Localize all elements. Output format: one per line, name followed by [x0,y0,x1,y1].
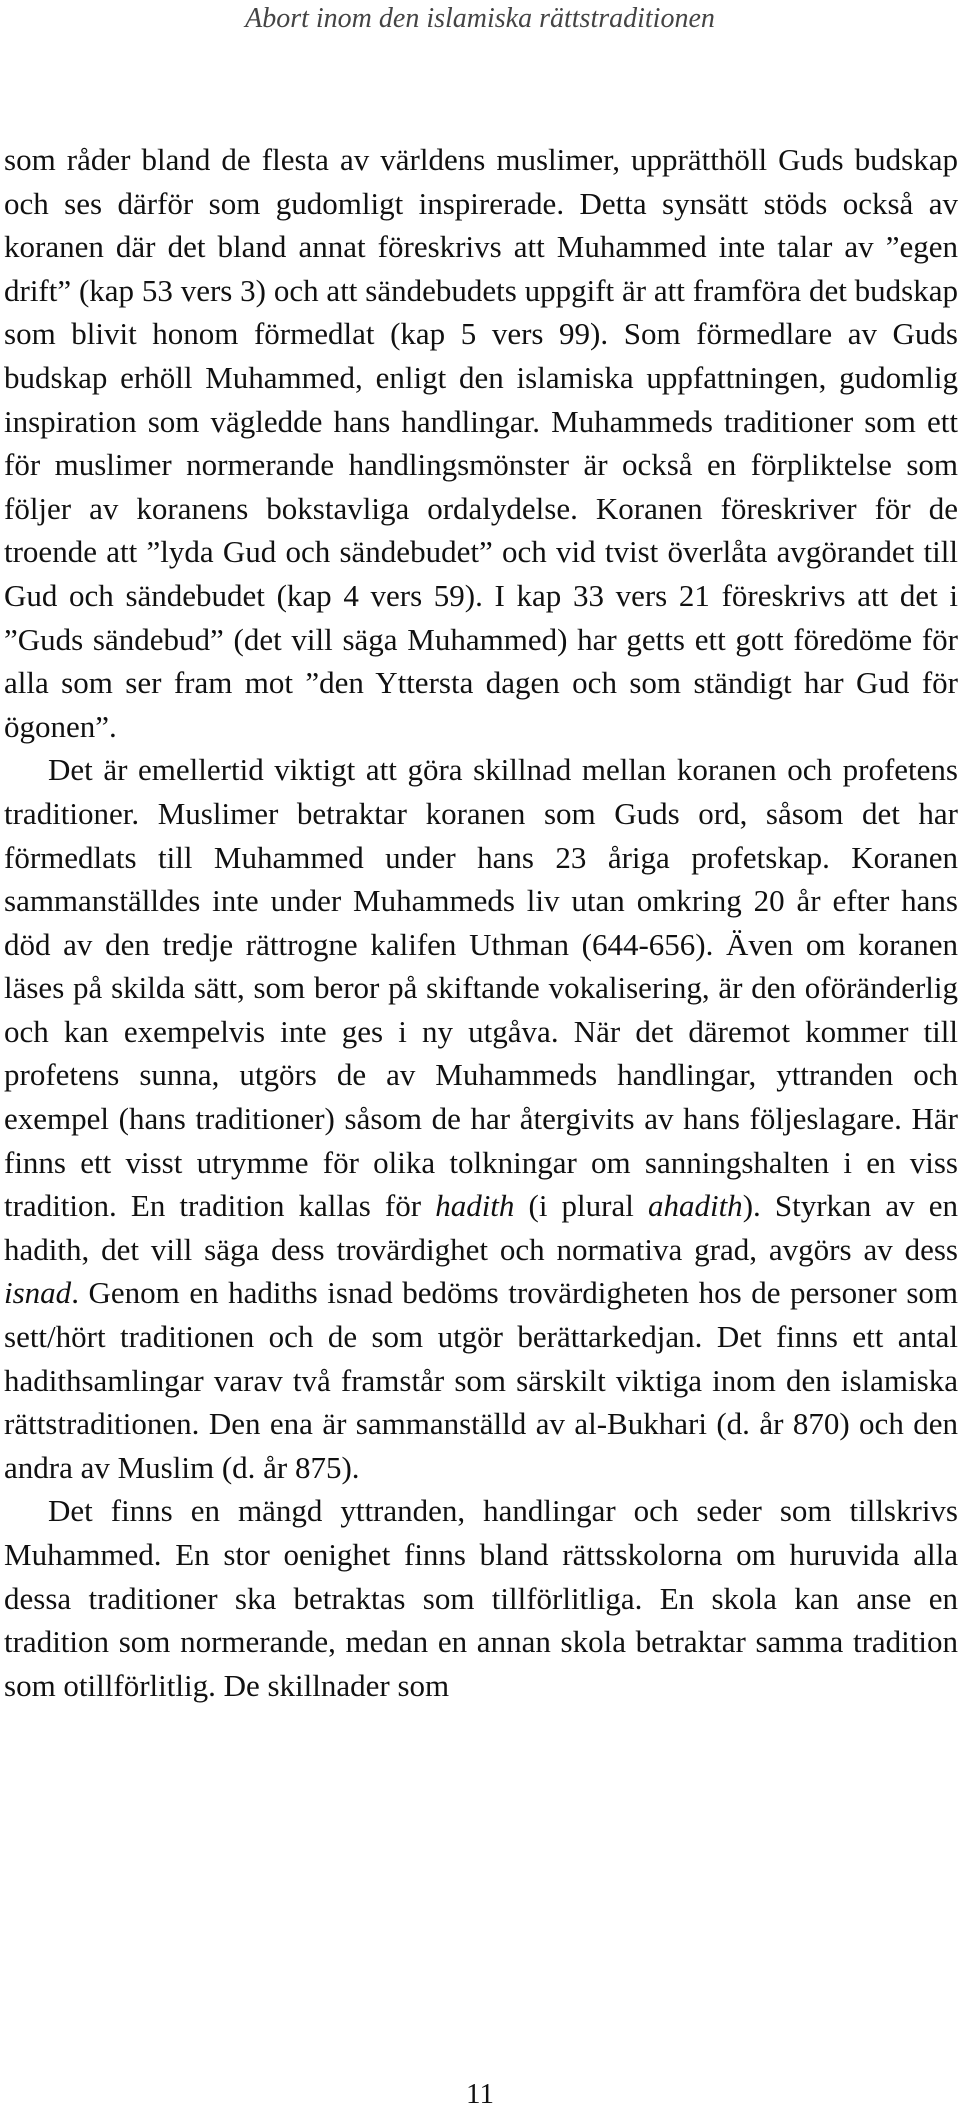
paragraph [4,138,958,748]
italic-term: ahadith [647,1188,743,1224]
text-run: Det finns en mängd yttranden, handlingar och seder som tillskrivs Muhammed. En stor oenighet finns bland rättsskolorna om huruvida alla dessa traditioner ska betraktas som tillförlitliga. En skola kan anse en tradition som normerande, medan en annan skola betraktar samma tradition som otillförlitlig. De skillnader som [4,1493,958,1703]
text-run: ). Styrkan av en hadith, det vill säga dess trovärdighet och normativa grad, avgörs av dess [4,1188,958,1267]
text-run: som råder bland de flesta av världens muslimer, upprätthöll Guds budskap och ses därför som gudomligt inspirerade. Detta synsätt stöds också av koranen där det bland annat föreskrivs att Muhammed inte talar av ”egen drift” (kap 53 vers 3) och att sändebudets uppgift är att framföra det budskap som blivit honom förmedlat (kap 5 vers 99). Som förmedlare av Guds budskap erhöll Muhammed, enligt den islamiska uppfattningen, gudomlig inspiration som vägledde hans handlingar. Muhammeds traditioner som ett för muslimer normerande handlingsmönster är också en förpliktelse som följer av koranens bokstavliga ordalydelse. Koranen föreskriver för de troende att ”lyda Gud och sändebudet” och vid tvist överlåta avgörandet till Gud och sändebudet (kap 4 vers 59). I kap 33 vers 21 föreskrivs att det i ”Guds sändebud” (det vill säga Muhammed) har getts ett gott föredöme för alla som ser fram mot ”den Yttersta dagen och som ständigt har Gud för ögonen”. [4,142,958,744]
italic-term: isnad [4,1275,72,1311]
text-run: (i plural [514,1188,648,1224]
page-number: 11 [466,2078,494,2110]
paragraph [4,748,958,1489]
italic-term: hadith [435,1188,515,1224]
running-head: Abort inom den islamiska rättstraditionen [245,3,715,34]
text-run: . Genom en hadiths isnad bedöms trovärdigheten hos de personer som sett/hört traditionen och de som utgör berättarkedjan. Det finns ett antal hadithsamlingar varav två framstår som särskilt viktiga inom den islamiska rättstraditionen. Den ena är sammanställd av al-Bukhari (d. år 870) och den andra av Muslim (d. år 875). [4,1275,958,1485]
text-run: Det är emellertid viktigt att göra skillnad mellan koranen och profetens traditioner. Muslimer betraktar koranen som Guds ord, såsom det har förmedlats till Muhammed under hans 23 åriga profetskap. Koranen sammanställdes inte under Muhammeds liv utan omkring 20 år efter hans död av den tredje rättrogne kalifen Uthman (644-656). Även om koranen läses på skilda sätt, som beror på skiftande vokalisering, är den oföränderlig och kan exempelvis inte ges i ny utgåva. När det däremot kommer till profetens sunna, utgörs de av Muhammeds handlingar, yttranden och exempel (hans traditioner) såsom de har återgivits av hans följeslagare. Här finns ett visst utrymme för olika tolkningar om sanningshalten i en viss tradition. En tradition kallas för [4,752,958,1224]
body-text [4,138,958,1707]
paragraph [4,1489,958,1707]
